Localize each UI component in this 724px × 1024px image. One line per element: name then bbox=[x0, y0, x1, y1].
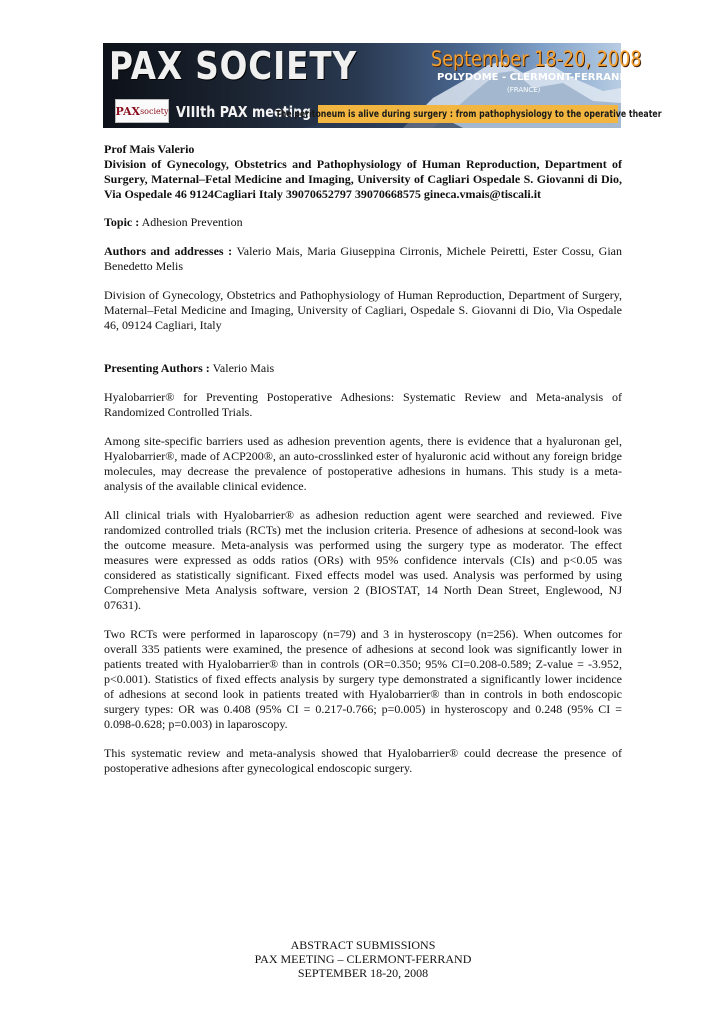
header-banner bbox=[103, 43, 662, 128]
banner-meeting: VIIIth PAX meeting bbox=[176, 103, 312, 121]
page-footer bbox=[104, 938, 622, 980]
banner-country: (FRANCE) bbox=[507, 86, 541, 94]
address-paragraph: Division of Gynecology, Obstetrics and Pathophysiology of Human Reproduction, Department of Surgery, Maternal–Fetal Medicine and Imaging, University of Cagliari, Ospedale S. Giovanni di Dio, Via Ospedale 46, 09124 Cagliari, Italy bbox=[104, 288, 622, 332]
banner-date: September 18-20, 2008 bbox=[431, 47, 642, 71]
abstract-paragraph-methods: All clinical trials with Hyalobarrier® as adhesion reduction agent were searched and reviewed. Five randomized controlled trials (RCTs) met the inclusion criteria. Presence of adhesions at second-look was the outcome measure. Meta-analysis was performed using the surgery type as moderator. The effect measures were expressed as odds ratios (ORs) with 95% confidence intervals (CIs) and p<0.05 was considered as statistically significant. Fixed effects model was used. Analysis was performed by using Comprehensive Meta Analysis software, version 2 (BIOSTAT, 14 North Dean Street, Englewood, NJ 07631). bbox=[104, 508, 622, 612]
topic-value: Adhesion Prevention bbox=[141, 215, 243, 229]
topic-line bbox=[104, 215, 622, 230]
banner-tagline-strip bbox=[274, 105, 662, 123]
logo-text: PAX bbox=[115, 104, 141, 118]
topic-label: Topic : bbox=[104, 215, 140, 229]
footer-line-1: ABSTRACT SUBMISSIONS bbox=[290, 938, 436, 952]
footer-line-3: SEPTEMBER 18-20, 2008 bbox=[297, 966, 429, 980]
authors-line bbox=[104, 244, 622, 274]
banner-venue: POLYDOME - CLERMONT-FERRAND bbox=[437, 72, 628, 83]
banner-tagline: The peritoneum is alive during surgery : from pathophysiology to the operative theater bbox=[274, 108, 662, 120]
authors-value: Valerio Mais, Maria Giuseppina Cirronis, Michele Peiretti, Ester Cossu, Gian Benedetto Melis bbox=[104, 244, 622, 273]
authors-label: Authors and addresses : bbox=[104, 244, 233, 258]
footer-line-2: PAX MEETING – CLERMONT-FERRAND bbox=[254, 952, 472, 966]
pax-society-logo bbox=[115, 99, 169, 123]
abstract-paragraph-results: Two RCTs were performed in laparoscopy (n=79) and 3 in hysteroscopy (n=256). When outcomes for overall 335 patients were examined, the presence of adhesions at second look was significantly lower in patients treated with Hyalobarrier® than in controls (OR=0.350; 95% CI=0.208-0.589; Z-value = -3.952, p<0.001). Statistics of fixed effects analysis by surgery type demonstrated a significantly lower incidence of adhesions at second look in patients treated with Hyalobarrier® than in controls in both endoscopic surgery types: OR was 0.408 (95% CI = 0.217-0.766; p=0.005) in hysteroscopy and 0.248 (95% CI = 0.098-0.628; p=0.003) in laparoscopy. bbox=[104, 627, 622, 731]
author-name: Prof Mais Valerio bbox=[104, 142, 195, 156]
abstract-paragraph-conclusion: This systematic review and meta-analysis showed that Hyalobarrier® could decrease the presence of postoperative adhesions after gynecological endoscopic surgery. bbox=[104, 746, 622, 775]
author-affiliation: Division of Gynecology, Obstetrics and Pathophysiology of Human Reproduction, Department of Surgery, Maternal–Fetal Medicine and Imaging, University of Cagliari Ospedale S. Giovanni di Dio, Via Ospedale 46 9124Cagliari Italy 39070652797 39070668575 gineca.vmais@tiscali.it bbox=[104, 157, 622, 201]
abstract-paragraph-background: Among site-specific barriers used as adhesion prevention agents, there is evidence that a hyaluronan gel, Hyalobarrier®, made of ACP200®, an auto-crosslinked ester of hyaluronic acid without any foreign bridge molecules, may decrease the prevalence of postoperative adhesions in humans. This study is a meta-analysis of the available clinical evidence. bbox=[104, 434, 622, 493]
banner-title: PAX SOCIETY bbox=[109, 44, 358, 88]
presenting-value: Valerio Mais bbox=[212, 361, 275, 375]
abstract-content bbox=[104, 142, 622, 776]
presenting-line bbox=[104, 361, 622, 376]
abstract-title: Hyalobarrier® for Preventing Postoperative Adhesions: Systematic Review and Meta-analysis of Randomized Controlled Trials. bbox=[104, 390, 622, 419]
presenting-label: Presenting Authors : bbox=[104, 361, 210, 375]
logo-subtext: society bbox=[140, 106, 169, 116]
